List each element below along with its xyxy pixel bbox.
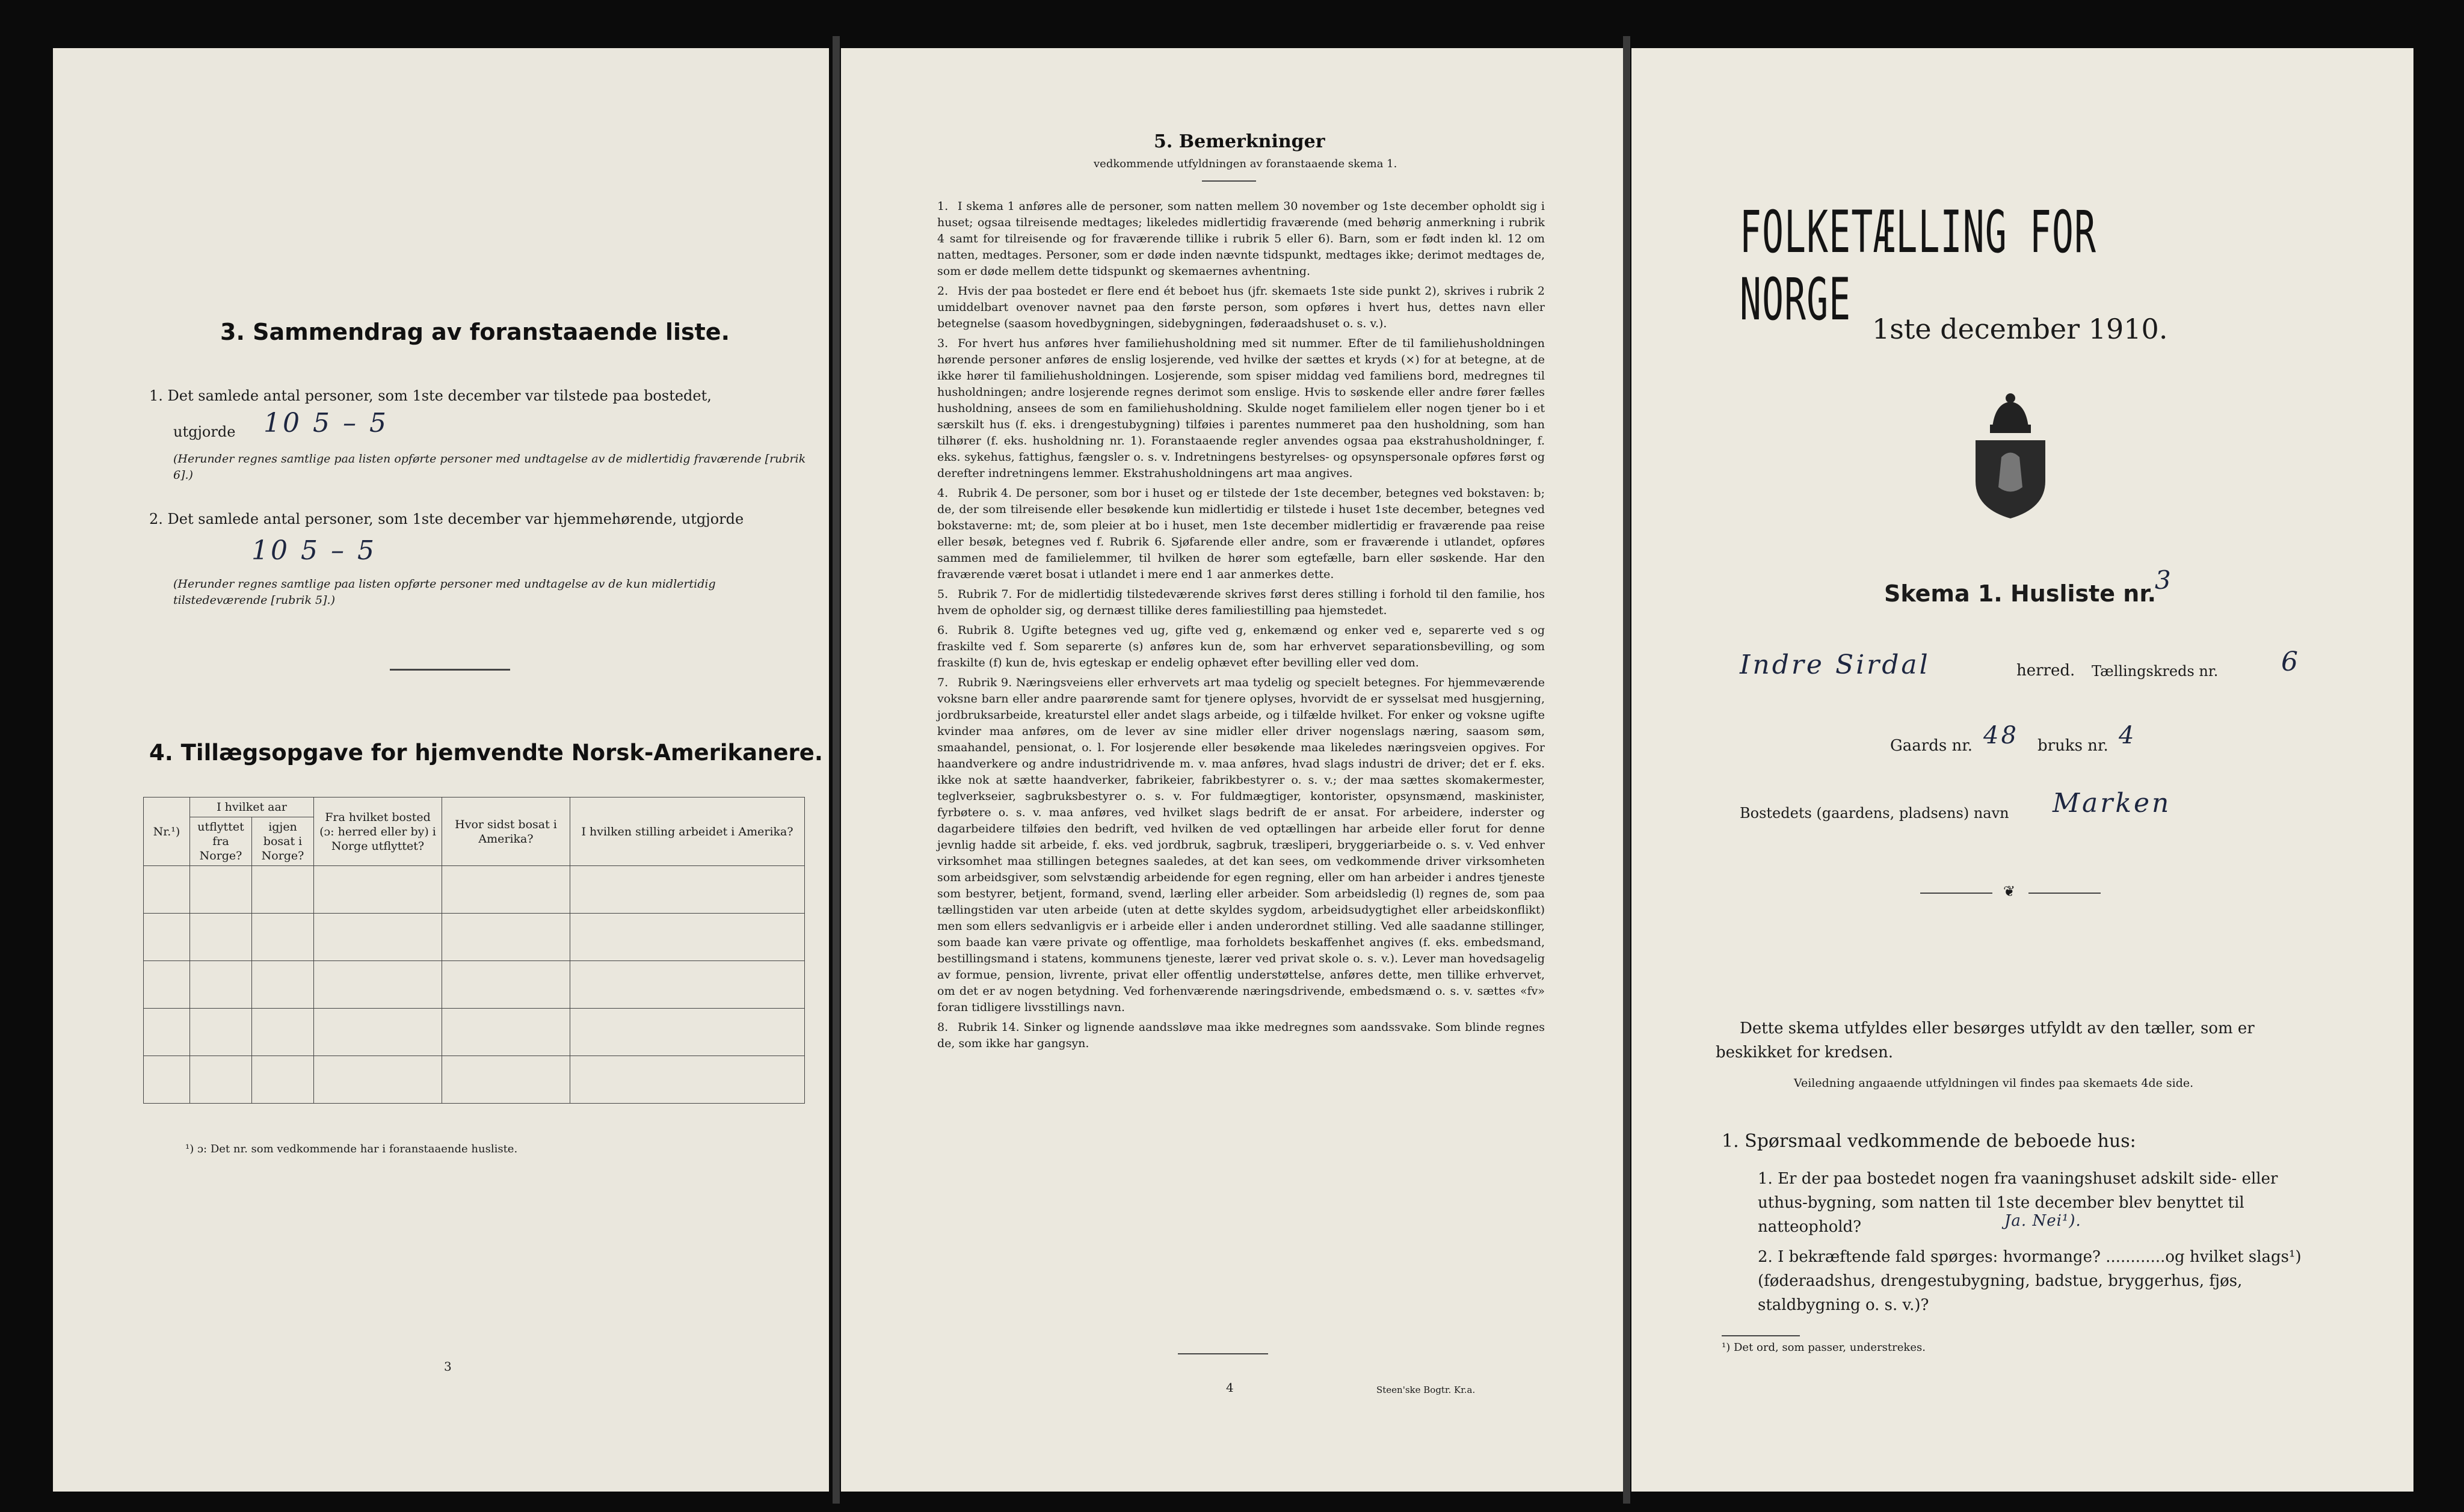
bruks-value: 4	[2119, 722, 2137, 749]
gaards-value: 48	[1983, 722, 2019, 749]
table-footnote: ¹) ɔ: Det nr. som vedkommende har i foranstaaende husliste.	[185, 1143, 518, 1155]
question-1: 1. Er der paa bostedet nogen fra vaaningshuset adskilt side- eller uthus-bygning, som natten til 1ste december blev benyttet til natteophold?	[1758, 1170, 2278, 1236]
table-row	[144, 961, 805, 1009]
page-3	[53, 48, 829, 1492]
summary-item-1-label: utgjorde	[173, 423, 236, 440]
instruction-text: Dette skema utfyldes eller besørges utfyldt av den tæller, som er beskikket for kredsen.	[1716, 1019, 2255, 1062]
kreds-label: Tællingskreds nr.	[2092, 663, 2219, 680]
col-returned: igjen bosat i Norge?	[252, 817, 314, 866]
summary-item-2-note: (Herunder regnes samtlige paa listen opførte personer med undtagelse av de kun midlertidig tilstedeværende [rubrik 5].)	[173, 577, 716, 607]
table-row	[144, 1009, 805, 1056]
remark-4: 4. Rubrik 4. De personer, som bor i huset og er tilstede der 1ste december, betegnes ved bokstaven: b; de, der som tilreisende eller besøkende kun midlertidig er tilstede i huset 1ste december, betegnes ved bokstaverne: mt; de, som pleier at bo i huset, men 1ste december midlertidig er fraværende paa reise eller besøk, betegnes ved f. Rubrik 6. Sjøfarende eller andre, som er fraværende i utlandet, opføres sammen med de familielemmer, til hvilken de hører som egtefælle, barn eller søskende. Har den fraværende været bosat i utlandet i mere end 1 aar anmerkes dette.	[937, 487, 1545, 581]
question-1-answer: Ja. Nei¹).	[2004, 1212, 2081, 1230]
page-1	[1631, 48, 2413, 1492]
husliste-number: 3	[2155, 565, 2173, 595]
remark-5: 5. Rubrik 7. For de midlertidig tilstedeværende skrives først deres stilling i forhold til den familie, hos hvem de opholder sig, og dernæst tillike deres familiestilling paa hjemstedet.	[937, 588, 1545, 617]
remark-1: 1. I skema 1 anføres alle de personer, som natten mellem 30 november og 1ste december opholdt sig i huset; ogsaa tilreisende medtages; likeledes midlertidig fraværende (med behørig anmerkning i rubrik 4 samt for tilreisende og for fraværende tillike i rubrik 5 eller 6). Barn, som er født inden kl. 12 om natten, medtages. Personer, som er døde inden nævnte tidspunkt, medtages ikke; derimot medtages de, som er døde mellem dette tidspunkt og skemaernes avhentning.	[937, 200, 1545, 278]
divider	[390, 669, 510, 671]
question-2: 2. I bekræftende fald spørges: hvormange? ............og hvilket slags¹) (føderaadshus, drengestubygning, badstue, bryggerhus, fjøs, staldbygning o. s. v.)?	[1758, 1248, 2302, 1314]
remark-7: 7. Rubrik 9. Næringsveiens eller erhvervets art maa tydelig og specielt betegnes. For hjemmeværende voksne barn eller andre paarørende samt for tjenere oplyses, hvorvidt de er sysselsat med husgjerning, jordbruksarbeide, kreaturstel eller andet slags arbeide, og i tilfælde hvilket. For enker og voksne ugifte kvinder maa anføres, om de lever av sine midler eller driver nogenslags næring, saasom søm, smaahandel, pensionat, o. l. For losjerende eller besøkende maa likeledes næringsveien opgives. For haandverkere og andre industridrivende m. v. maa anføres, hvad slags industri de driver; det er f. eks. ikke nok at sætte haandverker, fabrikeier, fabrikbestyrer o. s. v.; der maa sættes skomakermester, teglverkseier, sagbruksbestyrer o. s. v. For fuldmægtiger, kontorister, opsynsmænd, maskinister, fyrbøtere o. s. v. maa anføres, ved hvilket slags bedrift de er ansat. For arbeidere, inderster og dagarbeidere tilføies den bedrift, ved hvilken de ved optællingen har arbeide eller forut for denne jevnlig hadde sit arbeide, f. eks. ved jordbruk, sagbruk, træsliperi, bryggeriarbeide o. s. v. Ved enhver virksomhet maa stillingen betegnes saaledes, at det kan sees, om vedkommende driver virksomheten som arbeidsgiver, som selvstændig arbeidende for egen regning, eller om han arbeider i andres tjeneste som bestyrer, betjent, formand, svend, lærling eller arbeider. Som arbeidsledig (l) regnes de, som paa tællingstiden var uten arbeide (uten at dette skyldes sygdom, arbeidsudygtighet eller arbeidskonflikt) men som ellers sedvanligvis er i arbeide eller i anden underordnet stilling. Ved alle saadanne stillinger, som baade kan være private og offentlige, maa forholdets beskaffenhet angives (f. eks. embedsmand, bestillingsmand i statens, kommunens tjeneste, lærer ved privat skole o. s. v.). Lever man hovedsagelig av formue, pension, livrente, privat eller offentlig understøttelse, anføres dette, men tillike erhvervet, om det er av nogen betydning. Ved forhenværende næringsdrivende, embedsmænd o. s. v. sættes «fv» foran tidligere livsstillings navn.	[937, 676, 1545, 1014]
remark-3: 3. For hvert hus anføres hver familiehusholdning med sit nummer. Efter de til familiehusholdningen hørende personer anføres de enslig losjerende, ved hvilke der sættes et kryds (×) for at betegne, at de ikke hører til familiehusholdningen. Losjerende, som spiser middag ved familiens bord, medregnes til husholdningen; andre losjerende regnes derimot som enslige. Hvis to søskende eller andre fører fælles husholdning, ansees de som en familiehusholdning. Skulde noget familielem eller nogen tjener bo i et særskilt hus (f. eks. i drengestubygning) tilføies i parentes nummeret paa den husholdning, som han tilhører (f. eks. husholdning nr. 1). Foranstaaende regler anvendes ogsaa paa ekstrahusholdninger, f. eks. sykehus, fattighus, fængsler o. s. v. Indretningens bestyrelses- og opsynspersonale opføres først og derefter indretningens lemmer. Ekstrahusholdningens art maa angives.	[937, 337, 1545, 480]
col-nr: Nr.¹)	[144, 797, 190, 866]
page-fold	[1623, 36, 1630, 1504]
summary-item-2-text: 2. Det samlede antal personer, som 1ste december var hjemmehørende, utgjorde	[149, 511, 744, 527]
kreds-value: 6	[2281, 647, 2300, 677]
section-4-title: 4. Tillægsopgave for hjemvendte Norsk-Amerikanere.	[149, 740, 823, 766]
table-row	[144, 866, 805, 914]
remark-6: 6. Rubrik 8. Ugifte betegnes ved ug, gifte ved g, enkemænd og enker ved e, separerte ved s og fraskilte ved f. Som separerte (s) anføres kun de, som har erhvervet separationsbevilling, og som fraskilte (f) kun de, hvis egteskap er endelig ophævet efter bevilling eller ved dom.	[937, 624, 1545, 669]
table-row	[144, 1056, 805, 1104]
col-emigrated: utflyttet fra Norge?	[190, 817, 252, 866]
census-date: 1ste december 1910.	[1872, 313, 2168, 345]
bosted-value: Marken	[2053, 788, 2172, 819]
questions-heading: 1. Spørsmaal vedkommende de beboede hus:	[1722, 1131, 2136, 1152]
summary-item-1-value: 10 5 – 5	[263, 408, 389, 438]
table-row	[144, 914, 805, 961]
page-footnote: ¹) Det ord, som passer, understrekes.	[1722, 1341, 1926, 1354]
divider	[1722, 1335, 1800, 1336]
page-number: 3	[444, 1359, 452, 1374]
herred-label: herred.	[2016, 662, 2075, 680]
remark-8: 8. Rubrik 14. Sinker og lignende aandssløve maa ikke medregnes som aandssvake. Som blinde regnes de, som ikke har gangsyn.	[937, 1021, 1545, 1050]
col-from-where: Fra hvilket bosted (ɔ: herred eller by) i Norge utflyttet?	[314, 797, 442, 866]
page-number: 4	[1226, 1380, 1234, 1395]
herred-value: Indre Sirdal	[1740, 650, 1930, 680]
page-4	[841, 48, 1623, 1492]
summary-item-2-value: 10 5 – 5	[251, 535, 377, 566]
instruction-note: Veiledning angaaende utfyldningen vil findes paa skemaets 4de side.	[1794, 1077, 2194, 1090]
section-3-title: 3. Sammendrag av foranstaaende liste.	[220, 319, 730, 345]
col-occupation: I hvilken stilling arbeidet i Amerika?	[570, 797, 805, 866]
summary-item-1-text: 1. Det samlede antal personer, som 1ste december var tilstede paa bostedet,	[149, 387, 712, 404]
divider	[1178, 1353, 1268, 1354]
norwegian-american-table	[143, 797, 805, 1104]
page-fold	[833, 36, 840, 1504]
divider	[1202, 180, 1256, 182]
col-last-residence: Hvor sidst bosat i Amerika?	[442, 797, 570, 866]
norwegian-coat-of-arms-icon	[1968, 385, 2053, 523]
divider	[2028, 893, 2101, 894]
col-year-group: I hvilket aar	[190, 797, 314, 817]
bosted-label: Bostedets (gaardens, pladsens) navn	[1740, 805, 2009, 822]
ornament-icon: ❦	[2003, 883, 2016, 900]
remarks-list	[937, 198, 1545, 1056]
skema-label: Skema 1. Husliste nr.	[1884, 580, 2157, 607]
gaards-label: Gaards nr.	[1890, 737, 1973, 755]
remark-2: 2. Hvis der paa bostedet er flere end ét beboet hus (jfr. skemaets 1ste side punkt 2), skrives i rubrik 2 umiddelbart ovenover navnet paa den første person, som opføres i hvert hus, dettes navn eller betegnelse (saasom hovedbygningen, sidebygningen, føderaadshuset o. s. v.).	[937, 284, 1545, 330]
remarks-subtitle: vedkommende utfyldningen av foranstaaende skema 1.	[1094, 158, 1397, 170]
summary-item-1-note: (Herunder regnes samtlige paa listen opførte personer med undtagelse av de midlertidig fraværende [rubrik 6].)	[173, 452, 806, 482]
census-title: FOLKETÆLLING FOR NORGE	[1740, 198, 2097, 333]
bruks-label: bruks nr.	[2037, 737, 2108, 755]
remarks-title: 5. Bemerkninger	[1154, 131, 1325, 152]
printer-mark: Steen'ske Bogtr. Kr.a.	[1376, 1384, 1476, 1395]
divider	[1920, 893, 1992, 894]
